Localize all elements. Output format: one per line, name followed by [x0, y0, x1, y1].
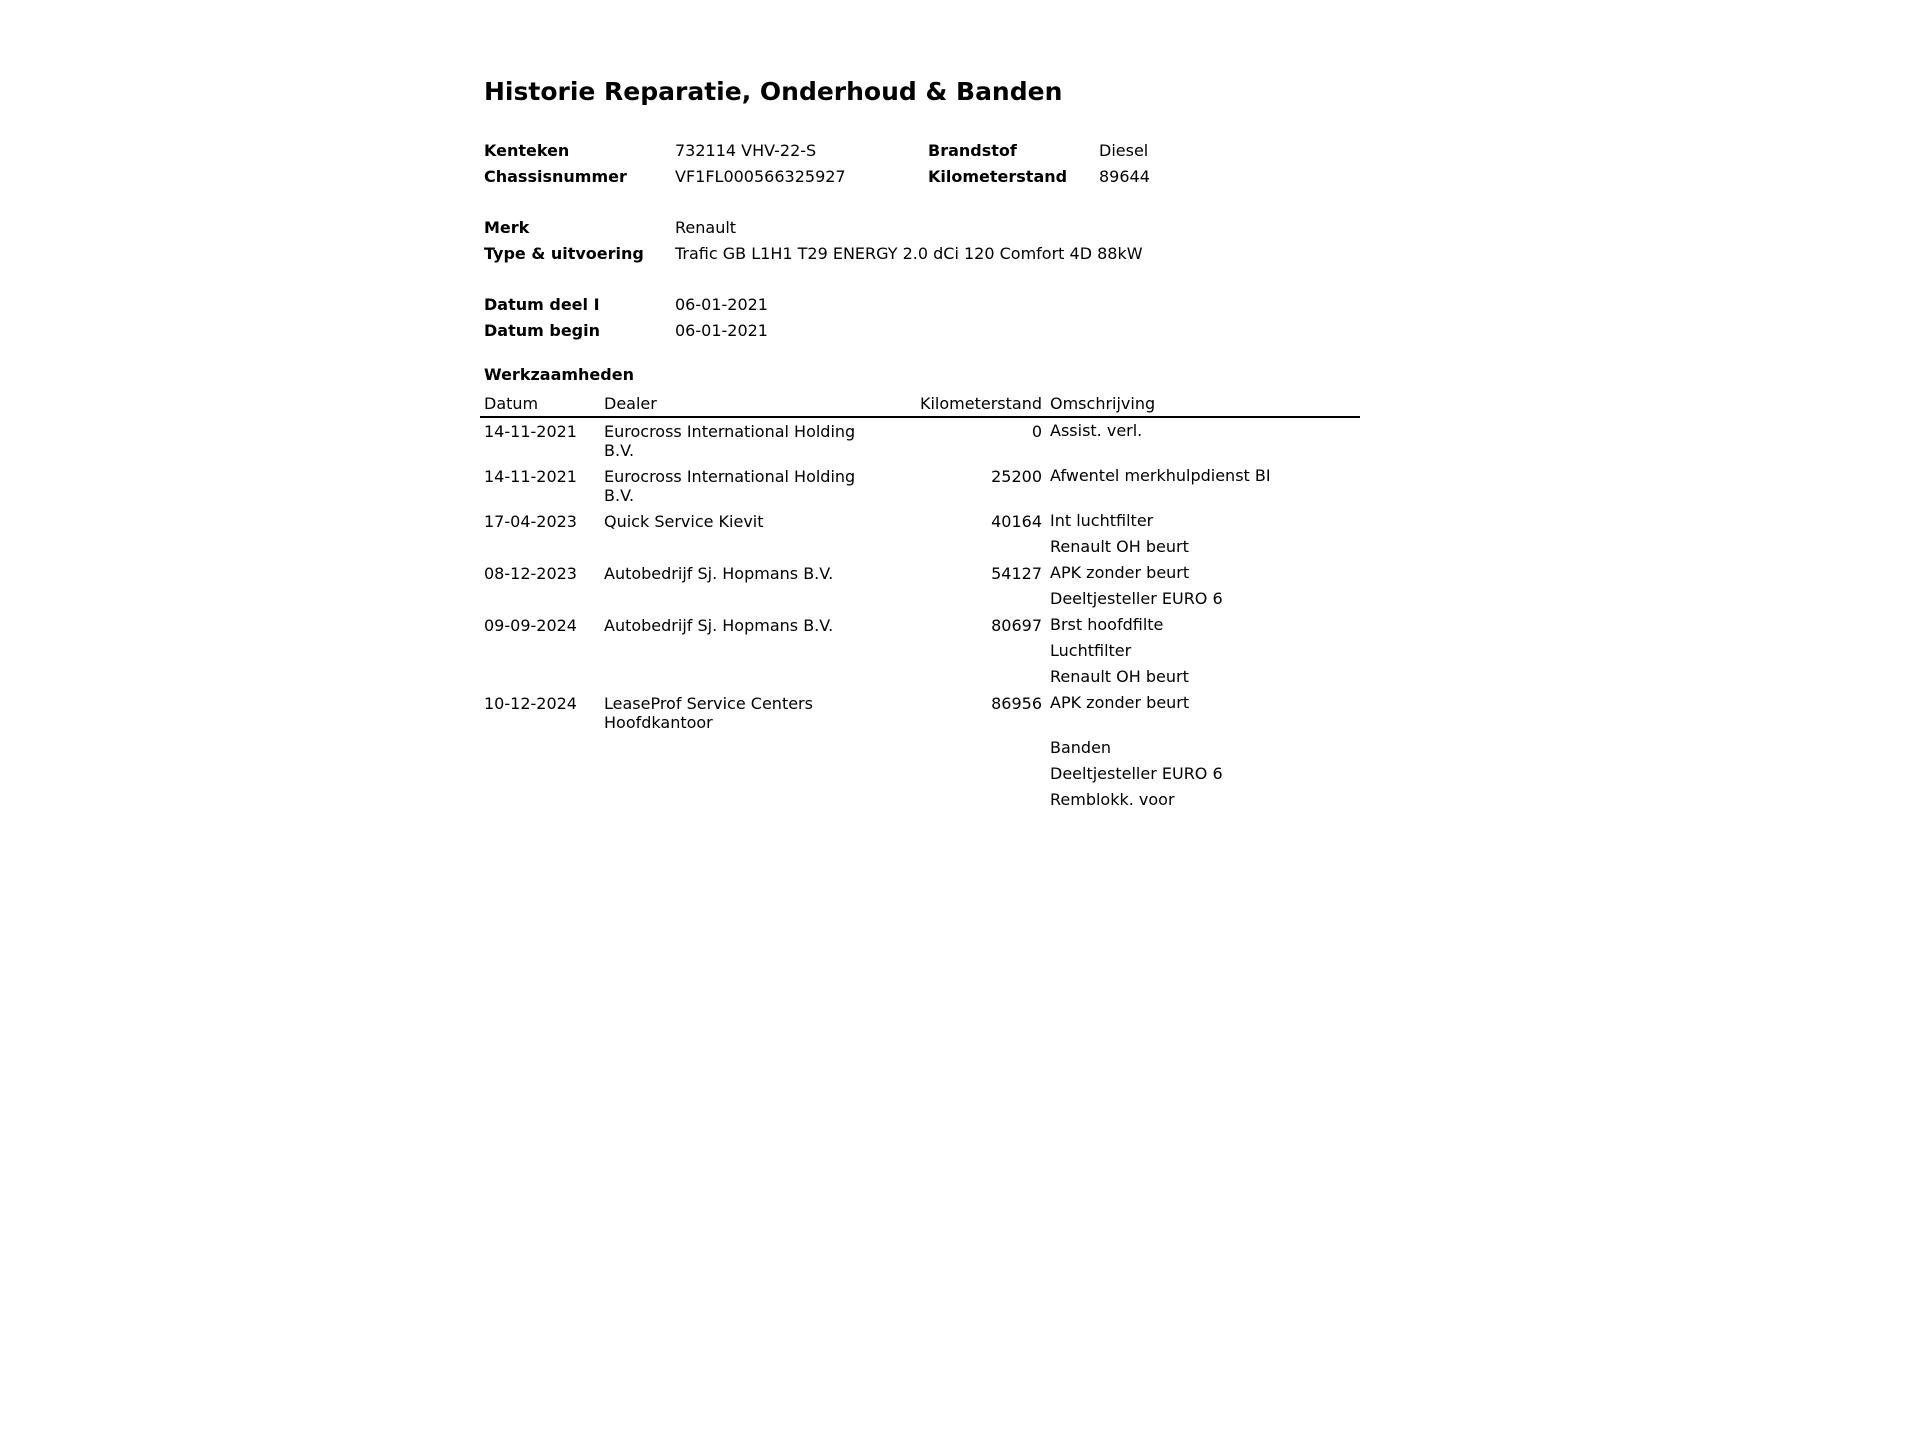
cell-dealer: Eurocross International Holding B.V.: [604, 422, 856, 460]
vehicle-info: [484, 138, 1364, 344]
page-title: Historie Reparatie, Onderhoud & Banden: [484, 77, 1063, 106]
kenteken-label: Kenteken: [484, 141, 570, 160]
table-row: [480, 508, 1360, 560]
cell-omschrijving: [1046, 463, 1360, 508]
column-header-kilometerstand: Kilometerstand: [862, 392, 1046, 417]
chassis-value: VF1FL000566325927: [675, 167, 846, 186]
brandstof-value: Diesel: [1099, 141, 1149, 160]
cell-dealer: Quick Service Kievit: [604, 512, 764, 531]
cell-kilometerstand: 0: [1031, 422, 1042, 441]
cell-omschrijving: [1046, 508, 1360, 560]
omschrijving-item: Afwentel merkhulpdienst BI: [1050, 466, 1271, 485]
cell-datum: 14-11-2021: [484, 467, 577, 486]
info-row-datum-begin: [484, 318, 1364, 344]
cell-dealer: Eurocross International Holding B.V.: [604, 467, 856, 505]
datum-deel-value: 06-01-2021: [675, 295, 768, 314]
kenteken-value: 732114 VHV-22-S: [675, 141, 817, 160]
cell-kilometerstand: 80697: [991, 616, 1042, 635]
info-row-merk: [484, 215, 1364, 241]
omschrijving-item: Deeltjesteller EURO 6: [1050, 589, 1223, 608]
merk-value: Renault: [675, 218, 737, 237]
kilometerstand-label: Kilometerstand: [928, 167, 1068, 186]
section-title-werkzaamheden: Werkzaamheden: [484, 365, 634, 384]
work-table: [480, 392, 1360, 813]
table-row: [480, 690, 1360, 813]
info-row-chassis: [484, 164, 1364, 190]
omschrijving-item: Deeltjesteller EURO 6: [1050, 764, 1223, 783]
cell-dealer: LeaseProf Service Centers Hoofdkantoor: [604, 694, 813, 732]
brandstof-label: Brandstof: [928, 141, 1017, 160]
cell-omschrijving: [1046, 690, 1360, 813]
table-row: [480, 560, 1360, 612]
cell-omschrijving: [1046, 612, 1360, 690]
chassis-label: Chassisnummer: [484, 167, 627, 186]
table-row: [480, 612, 1360, 690]
table-row: [480, 463, 1360, 508]
cell-datum: 08-12-2023: [484, 564, 577, 583]
cell-datum: 09-09-2024: [484, 616, 577, 635]
datum-begin-label: Datum begin: [484, 321, 600, 340]
cell-omschrijving: [1046, 417, 1360, 463]
omschrijving-item: Luchtfilter: [1050, 641, 1132, 660]
kilometerstand-value: 89644: [1099, 167, 1150, 186]
datum-begin-value: 06-01-2021: [675, 321, 768, 340]
datum-deel-label: Datum deel I: [484, 295, 600, 314]
omschrijving-item: Assist. verl.: [1050, 421, 1143, 440]
cell-omschrijving: [1046, 560, 1360, 612]
omschrijving-item: Remblokk. voor: [1050, 790, 1175, 809]
type-value: Trafic GB L1H1 T29 ENERGY 2.0 dCi 120 Comfort 4D 88kW: [675, 244, 1143, 263]
table-row: [480, 417, 1360, 463]
info-row-type: [484, 241, 1364, 267]
omschrijving-item: APK zonder beurt: [1050, 693, 1190, 712]
document: [484, 76, 1364, 813]
cell-datum: 14-11-2021: [484, 422, 577, 441]
omschrijving-item: Banden: [1050, 738, 1112, 757]
table-header-row: [480, 392, 1360, 417]
cell-datum: 10-12-2024: [484, 694, 577, 713]
cell-dealer: Autobedrijf Sj. Hopmans B.V.: [604, 616, 834, 635]
column-header-dealer: Dealer: [600, 392, 862, 417]
omschrijving-item: Renault OH beurt: [1050, 667, 1189, 686]
omschrijving-item: Renault OH beurt: [1050, 537, 1189, 556]
cell-kilometerstand: 54127: [991, 564, 1042, 583]
omschrijving-item: APK zonder beurt: [1050, 563, 1190, 582]
info-row-kenteken: [484, 138, 1364, 164]
cell-kilometerstand: 40164: [991, 512, 1042, 531]
omschrijving-item: Int luchtfilter: [1050, 511, 1154, 530]
type-label: Type & uitvoering: [484, 244, 644, 263]
omschrijving-item: Brst hoofdfilte: [1050, 615, 1164, 634]
cell-kilometerstand: 86956: [991, 694, 1042, 713]
info-row-datum-deel: [484, 292, 1364, 318]
cell-datum: 17-04-2023: [484, 512, 577, 531]
merk-label: Merk: [484, 218, 530, 237]
cell-kilometerstand: 25200: [991, 467, 1042, 486]
cell-dealer: Autobedrijf Sj. Hopmans B.V.: [604, 564, 834, 583]
column-header-datum: Datum: [480, 392, 600, 417]
column-header-omschrijving: Omschrijving: [1046, 392, 1360, 417]
